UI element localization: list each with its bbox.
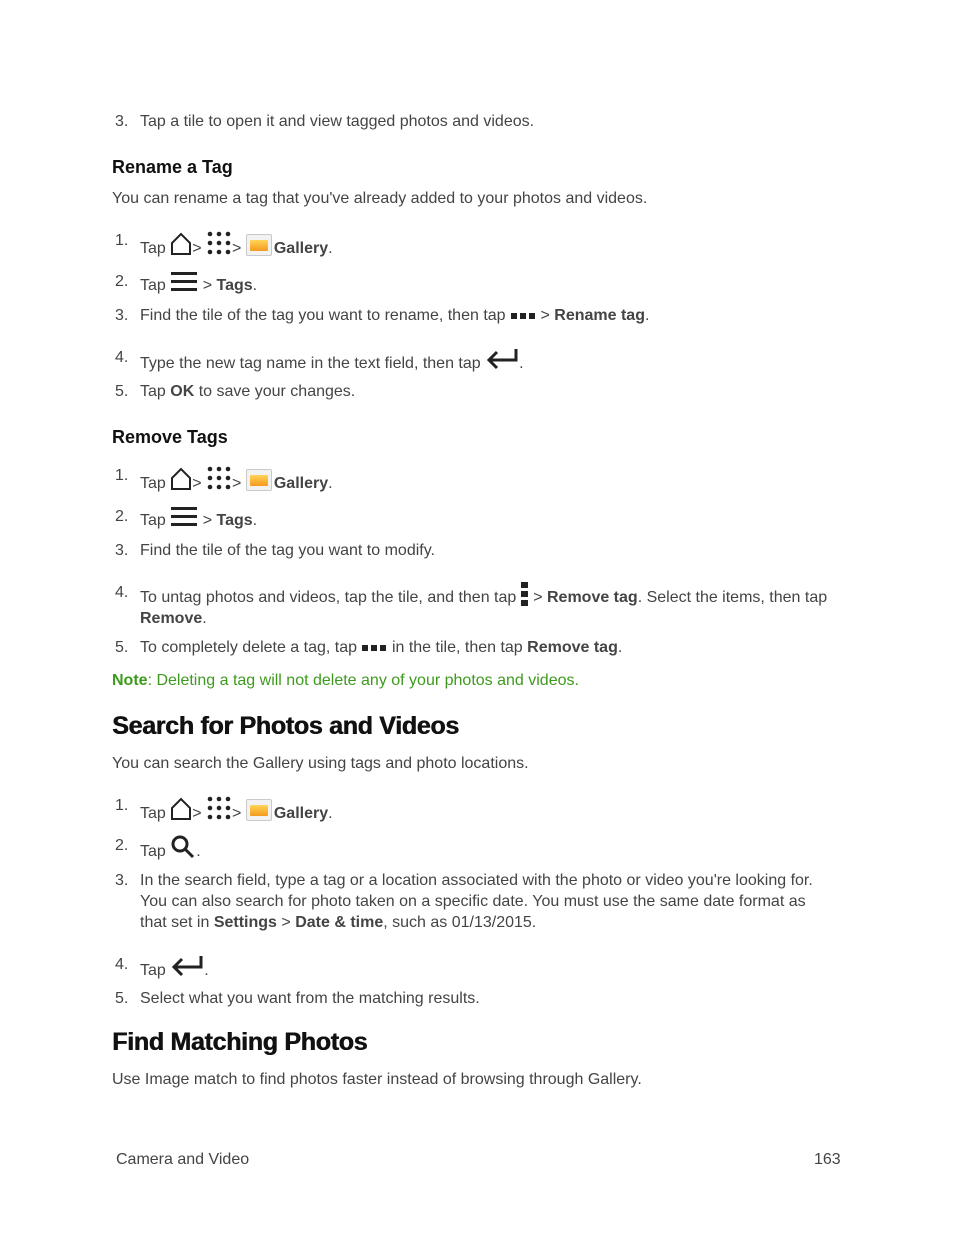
footer-page-number: 163: [814, 1151, 841, 1168]
step: 1. Tap > > Gallery.: [115, 232, 333, 257]
step: 3. Find the tile of the tag you want to modify.: [115, 542, 435, 559]
enter-icon: [170, 954, 204, 978]
home-icon: [170, 467, 192, 491]
step: 3. Tap a tile to open it and view tagged photos and videos.: [115, 113, 535, 130]
step: 4. To untag photos and videos, tap the tile, and then tap > Remove tag. Select the items, then tap Remove.: [115, 584, 828, 627]
search-icon: [170, 835, 196, 859]
vertical-more-icon: [521, 582, 529, 606]
enter-icon: [485, 347, 519, 371]
menu-icon: [170, 271, 198, 293]
apps-icon: [206, 465, 232, 491]
section-heading-find: Find Matching Photos: [112, 1028, 368, 1056]
apps-icon: [206, 795, 232, 821]
footer-chapter: Camera and Video: [116, 1151, 250, 1168]
gallery-icon: [246, 469, 272, 491]
step: 5. To completely delete a tag, tap in the tile, then tap Remove tag.: [115, 639, 623, 656]
step: 5. Tap OK to save your changes.: [115, 383, 356, 400]
step: 4. Type the new tag name in the text field, then tap .: [115, 349, 524, 372]
step: 4. Tap .: [115, 956, 209, 979]
apps-icon: [206, 230, 232, 256]
gallery-icon: [246, 234, 272, 256]
section-intro: You can search the Gallery using tags and photo locations.: [112, 755, 529, 772]
step: 2. Tap > Tags.: [115, 508, 258, 529]
gallery-icon: [246, 799, 272, 821]
menu-icon: [170, 506, 198, 528]
note: Note: Deleting a tag will not delete any of your photos and videos.: [112, 672, 579, 689]
more-icon: [361, 643, 387, 653]
step: 1. Tap > > Gallery.: [115, 467, 333, 492]
step: 5. Select what you want from the matching results.: [115, 990, 480, 1007]
section-heading-search: Search for Photos and Videos: [112, 712, 459, 740]
step: 3. In the search field, type a tag or a location associated with the photo or video you're looking for. You can also search for photo taken on a specific date. You must use the same date format as that set in Settings > Date & time, such as 01/13/2015.: [115, 872, 813, 931]
step: 2. Tap > Tags.: [115, 273, 258, 294]
section-intro: Use Image match to find photos faster instead of browsing through Gallery.: [112, 1071, 642, 1088]
step: 2. Tap .: [115, 837, 201, 860]
home-icon: [170, 232, 192, 256]
home-icon: [170, 797, 192, 821]
section-heading-rename: Rename a Tag: [112, 157, 233, 177]
step: 1. Tap > > Gallery.: [115, 797, 333, 822]
step: 3. Find the tile of the tag you want to rename, then tap > Rename tag.: [115, 307, 650, 324]
more-icon: [510, 311, 536, 321]
section-intro: You can rename a tag that you've already added to your photos and videos.: [112, 190, 648, 207]
section-heading-remove: Remove Tags: [112, 427, 228, 447]
